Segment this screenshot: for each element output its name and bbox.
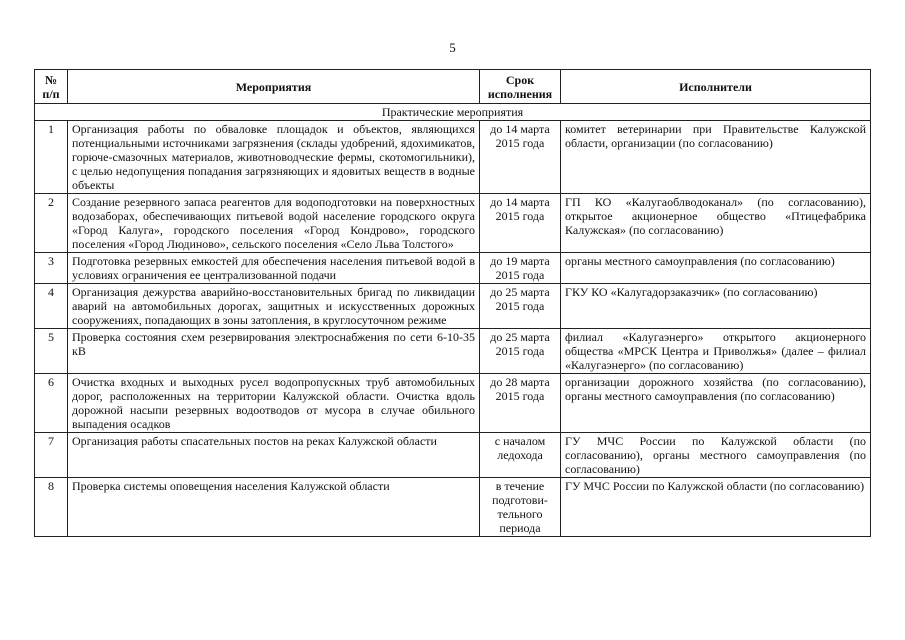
row-executors: органы местного самоуправления (по согласованию) bbox=[561, 253, 871, 284]
header-num: № п/п bbox=[35, 70, 68, 104]
table-header-row bbox=[35, 70, 871, 104]
row-num: 5 bbox=[35, 329, 68, 374]
row-deadline: с началом ледохода bbox=[480, 433, 561, 478]
row-deadline: до 28 марта 2015 года bbox=[480, 374, 561, 433]
header-executors: Исполнители bbox=[561, 70, 871, 104]
row-executors: организации дорожного хозяйства (по согласованию), органы местного самоуправления (по согласованию) bbox=[561, 374, 871, 433]
row-num: 4 bbox=[35, 284, 68, 329]
row-action: Подготовка резервных емкостей для обеспечения населения питьевой водой в условиях ограничения ее централизованной подачи bbox=[68, 253, 480, 284]
table-row bbox=[35, 478, 871, 537]
table-row bbox=[35, 121, 871, 194]
row-num: 6 bbox=[35, 374, 68, 433]
row-num: 2 bbox=[35, 194, 68, 253]
row-executors: филиал «Калугаэнерго» открытого акционерного общества «МРСК Центра и Приволжья» (далее – филиал «Калугаэнерго» (по согласованию) bbox=[561, 329, 871, 374]
header-deadline: Срок исполнения bbox=[480, 70, 561, 104]
table-row bbox=[35, 284, 871, 329]
table-row bbox=[35, 194, 871, 253]
row-deadline: до 19 марта 2015 года bbox=[480, 253, 561, 284]
table-row bbox=[35, 433, 871, 478]
table-row bbox=[35, 253, 871, 284]
row-deadline: в течение подготови-тельного периода bbox=[480, 478, 561, 537]
row-num: 3 bbox=[35, 253, 68, 284]
row-executors: ГУ МЧС России по Калужской области (по согласованию), органы местного самоуправления (по согласованию) bbox=[561, 433, 871, 478]
row-action: Проверка системы оповещения населения Калужской области bbox=[68, 478, 480, 537]
table-row bbox=[35, 329, 871, 374]
row-deadline: до 25 марта 2015 года bbox=[480, 329, 561, 374]
page-number: 5 bbox=[449, 40, 456, 55]
row-action: Организация работы спасательных постов на реках Калужской области bbox=[68, 433, 480, 478]
row-action: Организация работы по обваловке площадок и объектов, являющихся потенциальными источниками загрязнения (склады удобрений, ядохимикатов, горюче-смазочных материалов, животноводческие фермы, скотомогильники), с целью недопущения попадания загрязняющих и ядовитых веществ в водные объекты bbox=[68, 121, 480, 194]
row-executors: ГУ МЧС России по Калужской области (по согласованию) bbox=[561, 478, 871, 537]
row-executors: ГКУ КО «Калугадорзаказчик» (по согласованию) bbox=[561, 284, 871, 329]
section-title: Практические мероприятия bbox=[35, 104, 871, 121]
row-action: Проверка состояния схем резервирования электроснабжения по сети 6-10-35 кВ bbox=[68, 329, 480, 374]
row-num: 7 bbox=[35, 433, 68, 478]
row-num: 8 bbox=[35, 478, 68, 537]
row-executors: комитет ветеринарии при Правительстве Калужской области, организации (по согласованию) bbox=[561, 121, 871, 194]
row-executors: ГП КО «Калугаоблводоканал» (по согласованию), открытое акционерное общество «Птицефабрика Калужская» (по согласованию) bbox=[561, 194, 871, 253]
row-num: 1 bbox=[35, 121, 68, 194]
row-deadline: до 14 марта 2015 года bbox=[480, 121, 561, 194]
row-deadline: до 14 марта 2015 года bbox=[480, 194, 561, 253]
section-row bbox=[35, 104, 871, 121]
header-action: Мероприятия bbox=[68, 70, 480, 104]
row-action: Очистка входных и выходных русел водопропускных труб автомобильных дорог, расположенных на территории Калужской области. Очистка вдоль дорожной насыпи резервных водоотводов от мусора в случае обильного выпадения осадков bbox=[68, 374, 480, 433]
row-deadline: до 25 марта 2015 года bbox=[480, 284, 561, 329]
table-row bbox=[35, 374, 871, 433]
measures-table bbox=[34, 69, 871, 537]
row-action: Организация дежурства аварийно-восстановительных бригад по ликвидации аварий на автомобильных дорогах, защитных и искусственных дорожных сооружениях, попадающих в зоны затопления, в круглосуточном режиме bbox=[68, 284, 480, 329]
row-action: Создание резервного запаса реагентов для водоподготовки на поверхностных водозаборах, обеспечивающих питьевой водой население городского округа «Город Калуга», городского поселения «Город Кондрово», городского поселения «Город Людиново», сельского поселения «Село Льва Толстого» bbox=[68, 194, 480, 253]
